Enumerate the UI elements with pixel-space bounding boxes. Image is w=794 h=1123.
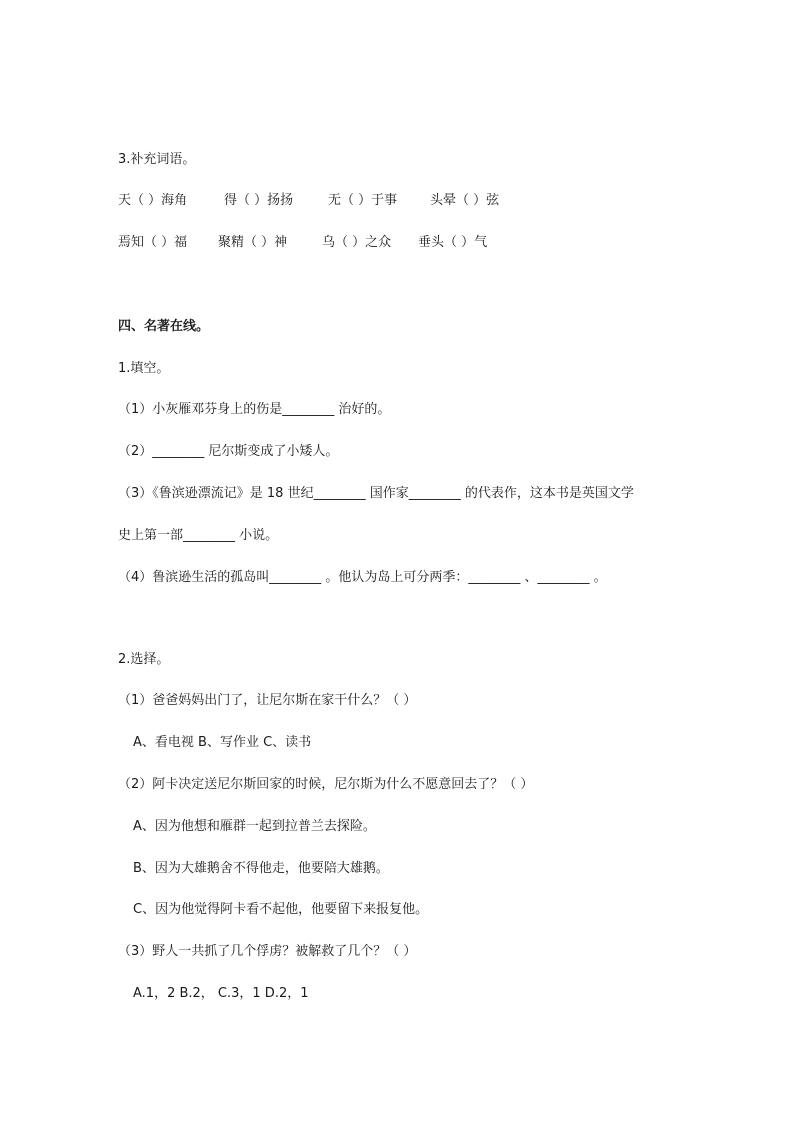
choice-question-2-option-a: A、因为他想和雁群一起到拉普兰去探险。 bbox=[133, 819, 376, 834]
choice-question-3: （3）野人一共抓了几个俘虏？被解救了几个？（ ） bbox=[118, 944, 417, 959]
word-item: 天（ ）海角 bbox=[118, 193, 188, 208]
choice-question-1-options: A、看电视 B、写作业 C、读书 bbox=[133, 735, 312, 750]
fill-question-3: （3）《鲁滨逊漂流记》是 18 世纪________ 国作家________ 的代表作，这本书是英国文学 bbox=[118, 486, 634, 501]
choice-question-2-option-b: B、因为大雄鹅舍不得他走，他要陪大雄鹅。 bbox=[133, 861, 389, 876]
choice-title: 2.选择。 bbox=[118, 652, 170, 667]
word-item: 无（ ）于事 bbox=[328, 193, 398, 208]
section4-title: 四、名著在线。 bbox=[118, 319, 210, 334]
choice-question-2-option-c: C、因为他觉得阿卡看不起他，他要留下来报复他。 bbox=[133, 902, 429, 917]
fill-question-3-continued: 史上第一部________ 小说。 bbox=[118, 528, 279, 543]
fill-question-2: （2）________ 尼尔斯变成了小矮人。 bbox=[118, 444, 339, 459]
fill-title: 1.填空。 bbox=[118, 361, 170, 376]
fill-question-1: （1）小灰雁邓芬身上的伤是________ 治好的。 bbox=[118, 402, 391, 417]
word-item: 得（ ）扬扬 bbox=[224, 193, 294, 208]
fill-question-4: （4）鲁滨逊生活的孤岛叫________ 。他认为岛上可分两季：________ 、________ 。 bbox=[118, 570, 607, 585]
choice-question-2: （2）阿卡决定送尼尔斯回家的时候，尼尔斯为什么不愿意回去了？（ ） bbox=[118, 777, 534, 792]
word-row-1 bbox=[118, 192, 499, 210]
section3-title: 3.补充词语。 bbox=[118, 152, 196, 167]
word-item: 乌（ ）之众 bbox=[322, 235, 392, 250]
word-item: 头晕（ ）弦 bbox=[430, 193, 500, 208]
word-item: 垂头（ ）气 bbox=[418, 235, 488, 250]
choice-question-3-options: A.1，2 B.2， C.3，1 D.2，1 bbox=[133, 986, 309, 1001]
word-item: 焉知（ ）福 bbox=[118, 235, 188, 250]
word-row-2 bbox=[118, 234, 487, 252]
word-item: 聚精（ ）神 bbox=[218, 235, 288, 250]
choice-question-1: （1）爸爸妈妈出门了，让尼尔斯在家干什么？（ ） bbox=[118, 693, 417, 708]
